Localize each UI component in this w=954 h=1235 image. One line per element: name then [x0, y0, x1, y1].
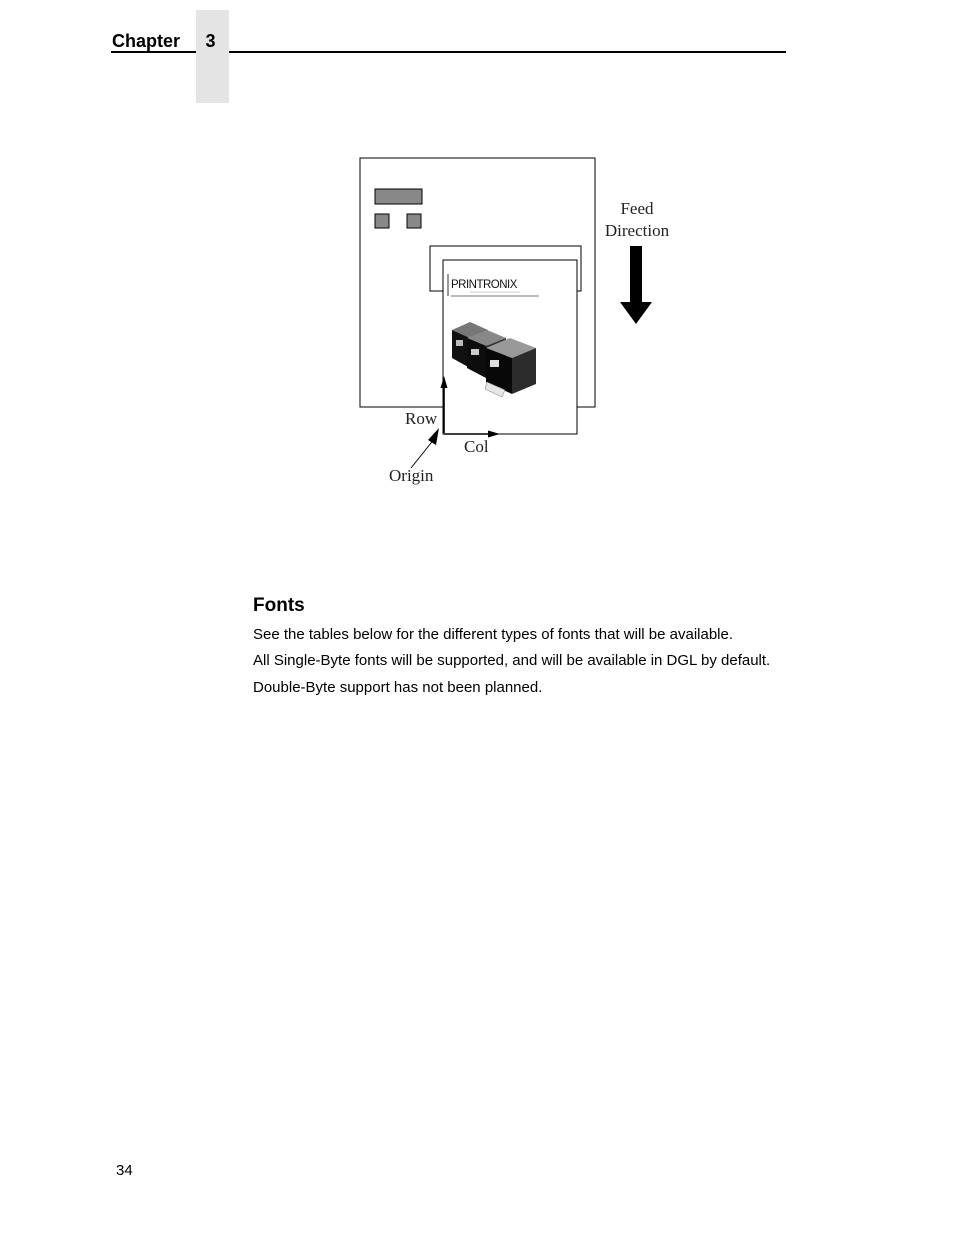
- header-rule: [229, 51, 786, 53]
- paragraph: See the tables below for the different types of fonts that will be available.: [253, 626, 734, 643]
- feed-label: Feed: [620, 199, 654, 218]
- chapter-number: 3: [205, 31, 216, 51]
- section-title: Fonts: [253, 595, 305, 616]
- label-brand-text: PRINTRONIX: [451, 279, 517, 291]
- origin-pointer-head: [428, 428, 439, 445]
- col-label: Col: [464, 437, 489, 456]
- row-label: Row: [405, 409, 438, 428]
- paragraph: All Single-Byte fonts will be supported, and will be available in DGL by default.: [253, 652, 771, 669]
- direction-label: Direction: [604, 221, 670, 240]
- paragraph: Double-Byte support has not been planned.: [253, 679, 543, 696]
- feed-arrow-shaft: [630, 246, 642, 302]
- page-number: 34: [116, 1162, 133, 1179]
- origin-label: Origin: [389, 466, 434, 485]
- chapter-label: Chapter: [112, 31, 181, 51]
- origin-pointer-line: [411, 438, 435, 468]
- printer-display: [375, 189, 422, 204]
- printer-key-left: [375, 214, 389, 228]
- printer-label-figure: [340, 150, 700, 500]
- printer-key-right: [407, 214, 421, 228]
- feed-arrow-head: [620, 302, 652, 324]
- chapter-tab: [196, 10, 229, 103]
- chapter-underline: [111, 51, 196, 53]
